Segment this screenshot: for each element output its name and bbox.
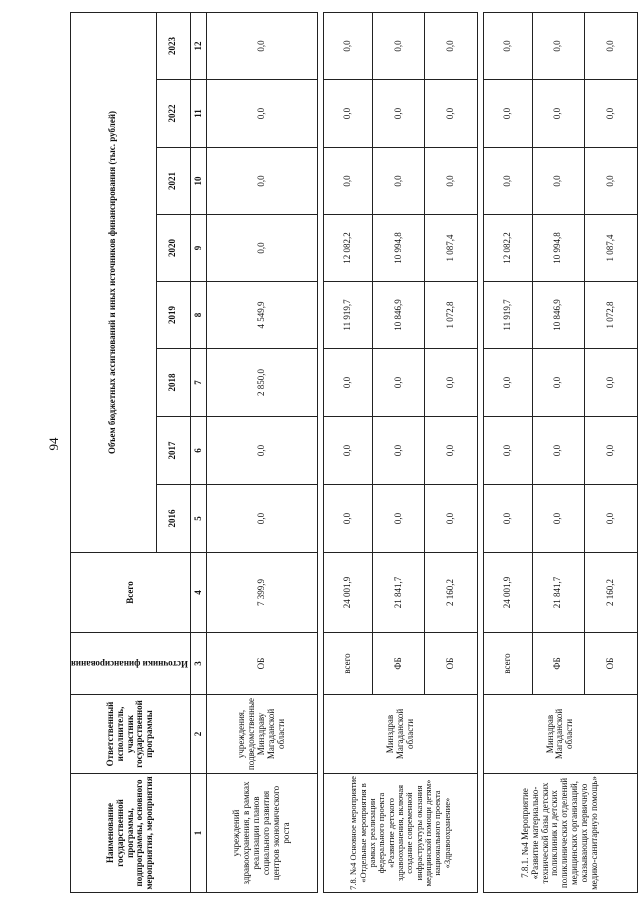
header-row-top [71,12,157,892]
total: 2 160,2 [585,553,638,633]
source: ФБ [372,633,425,695]
value-2018: 0,0 [324,349,373,417]
program-name: 7.8.1. №4 Мероприятие «Развитие материально-технической базы детских поликлиник и детских поликлинических отделений медицинских организаций, оказывающих первичную медико-санитарную помощь» [484,774,638,893]
value-2016: 0,0 [532,485,585,553]
header-source-label: Источники финансирования [70,659,188,670]
source: ФБ [532,633,585,695]
col-num: 9 [190,215,206,282]
column-numbers-row [190,12,206,892]
year-2020: 2020 [156,215,190,282]
total: 24 001,9 [484,553,533,633]
value-2017: 0,0 [425,417,478,485]
year-2021: 2021 [156,148,190,215]
col-num: 1 [190,774,206,893]
col-num: 6 [190,417,206,485]
value-2020: 10 994,8 [532,215,585,282]
value-2023: 0,0 [532,12,585,79]
table-row [207,12,318,892]
value-2023: 0,0 [585,12,638,79]
executor: Минздрав Магаданской области [484,695,638,774]
value-2020: 12 082,2 [324,215,373,282]
value-2021: 0,0 [324,148,373,215]
value-2023: 0,0 [484,12,533,79]
value-2018: 0,0 [585,349,638,417]
value-2022: 0,0 [484,80,533,148]
year-2016: 2016 [156,485,190,553]
header-name: Наименование государственной программы, подпрограммы, основного мероприятия, мероприятия [71,774,191,893]
header-total: Всего [71,553,191,633]
value-2019: 10 846,9 [372,282,425,349]
value-2019: 1 072,8 [585,282,638,349]
source: ОБ [585,633,638,695]
value-2023: 0,0 [425,12,478,79]
col-num: 10 [190,148,206,215]
value-2021: 0,0 [585,148,638,215]
value-2018: 0,0 [372,349,425,417]
value-2022: 0,0 [532,80,585,148]
value-2019: 10 846,9 [532,282,585,349]
program-name: учреждений здравоохранения, в рамках реализации планов социального развития центров экономического роста [207,774,318,893]
value-2020: 10 994,8 [372,215,425,282]
page-number: 94 [46,437,61,451]
value-2017: 0,0 [585,417,638,485]
total: 7 399,9 [207,553,318,633]
value-2017: 0,0 [484,417,533,485]
value-2023: 0,0 [207,12,318,79]
source: всего [484,633,533,695]
value-2021: 0,0 [484,148,533,215]
col-num: 2 [190,695,206,774]
value-2018: 0,0 [425,349,478,417]
col-num: 4 [190,553,206,633]
value-2017: 0,0 [324,417,373,485]
source: ОБ [207,633,318,695]
header-funding: Объем бюджетных ассигнований и иных источников финансирования (тыс. рублей) [71,12,157,552]
value-2017: 0,0 [532,417,585,485]
value-2022: 0,0 [585,80,638,148]
year-2018: 2018 [156,349,190,417]
value-2021: 0,0 [425,148,478,215]
value-2016: 0,0 [324,485,373,553]
year-2019: 2019 [156,282,190,349]
value-2022: 0,0 [425,80,478,148]
total: 2 160,2 [425,553,478,633]
value-2022: 0,0 [372,80,425,148]
budget-table-rotated [70,13,640,893]
value-2019: 11 919,7 [324,282,373,349]
table-row [324,12,373,892]
year-2017: 2017 [156,417,190,485]
value-2016: 0,0 [372,485,425,553]
col-num: 11 [190,80,206,148]
header-source [71,633,191,695]
value-2020: 1 087,4 [425,215,478,282]
value-2019: 11 919,7 [484,282,533,349]
col-num: 12 [190,12,206,79]
value-2021: 0,0 [532,148,585,215]
col-num: 7 [190,349,206,417]
value-2021: 0,0 [372,148,425,215]
value-2022: 0,0 [207,80,318,148]
col-num: 5 [190,485,206,553]
value-2017: 0,0 [207,417,318,485]
value-2020: 1 087,4 [585,215,638,282]
table-row [484,12,533,892]
total: 21 841,7 [372,553,425,633]
value-2018: 2 850,0 [207,349,318,417]
value-2022: 0,0 [324,80,373,148]
value-2019: 1 072,8 [425,282,478,349]
value-2016: 0,0 [425,485,478,553]
year-2022: 2022 [156,80,190,148]
value-2017: 0,0 [372,417,425,485]
executor: Минздрав Магаданской области [324,695,478,774]
value-2016: 0,0 [484,485,533,553]
value-2019: 4 549,9 [207,282,318,349]
value-2020: 0,0 [207,215,318,282]
source: всего [324,633,373,695]
value-2021: 0,0 [207,148,318,215]
year-2023: 2023 [156,12,190,79]
program-name: 7.8. №4 Основное мероприятие «Отдельные мероприятия в рамках реализации федерального проекта «Развитие детского здравоохранения, включая создание современной инфраструктуры оказания медицинской помощи детям» национального проекта «Здравоохранение» [324,774,478,893]
col-num: 3 [190,633,206,695]
total: 24 001,9 [324,553,373,633]
executor: учреждения, подведомственные Минздраву Магаданской области [207,695,318,774]
value-2018: 0,0 [484,349,533,417]
value-2018: 0,0 [532,349,585,417]
header-executor: Ответственный исполнитель, участник государственной программы [71,695,191,774]
value-2016: 0,0 [207,485,318,553]
col-num: 8 [190,282,206,349]
budget-table [70,12,638,893]
value-2016: 0,0 [585,485,638,553]
value-2020: 12 082,2 [484,215,533,282]
value-2023: 0,0 [324,12,373,79]
value-2023: 0,0 [372,12,425,79]
source: ОБ [425,633,478,695]
total: 21 841,7 [532,553,585,633]
